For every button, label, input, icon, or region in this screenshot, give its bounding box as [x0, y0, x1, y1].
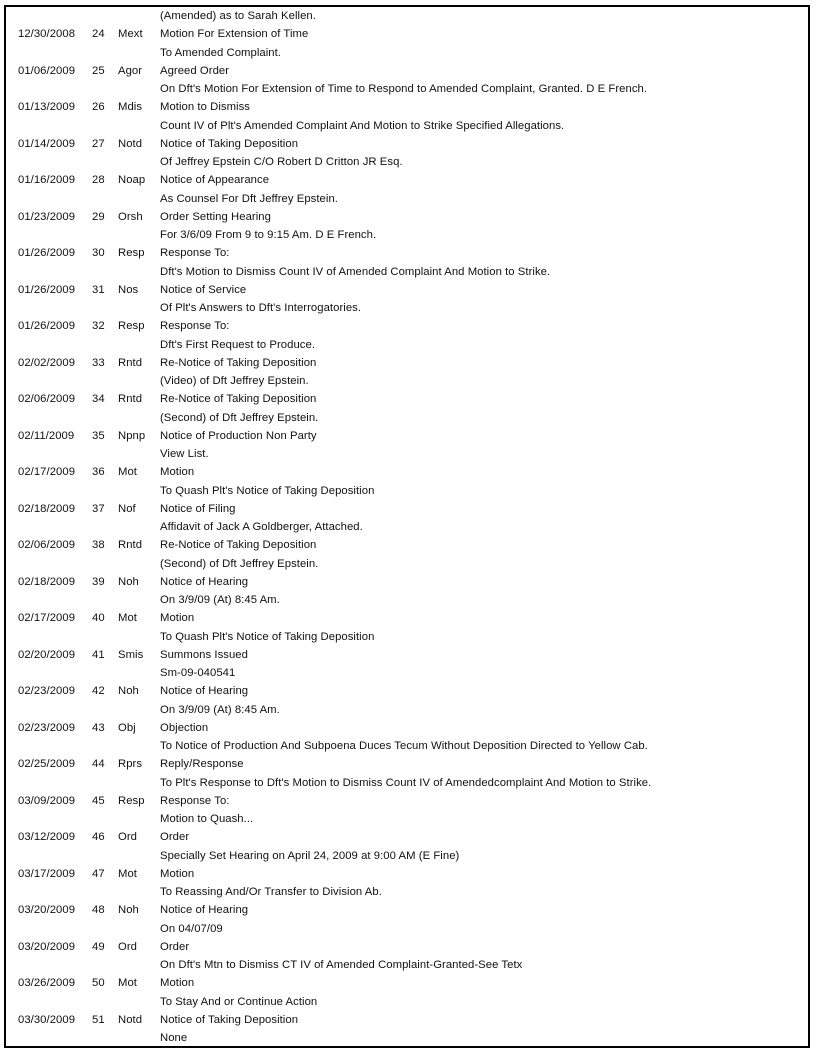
entry-date: 03/09/2009 [18, 794, 76, 807]
entry-header-line [6, 755, 810, 773]
entry-detail-line [6, 482, 810, 500]
entry-detail: On 04/07/09 [160, 922, 223, 935]
entry-header-line [6, 390, 810, 408]
entry-detail-line [6, 409, 810, 427]
entry-header-line [6, 62, 810, 80]
entry-number: 37 [92, 502, 105, 515]
entry-header-line [6, 427, 810, 445]
entry-detail-line [6, 628, 810, 646]
entry-header-line [6, 500, 810, 518]
entry-title: Notice of Production Non Party [160, 429, 317, 442]
entry-header-line [6, 901, 810, 919]
entry-date: 03/20/2009 [18, 940, 76, 953]
docket-entry [6, 463, 810, 500]
entry-code: Rntd [118, 539, 143, 552]
entry-title: Order Setting Hearing [160, 210, 271, 223]
entry-number: 25 [92, 64, 105, 77]
entry-code: Mot [118, 612, 137, 625]
entry-header-line [6, 536, 810, 554]
entry-title: Response To: [160, 794, 230, 807]
entry-date: 02/06/2009 [18, 539, 76, 552]
entry-date: 02/23/2009 [18, 721, 76, 734]
docket-entry [6, 171, 810, 208]
entry-number: 28 [92, 174, 105, 187]
entry-title: Summons Issued [160, 648, 248, 661]
entry-header-line [6, 938, 810, 956]
entry-header-line [6, 719, 810, 737]
entry-title: Re-Notice of Taking Deposition [160, 393, 317, 406]
continued-detail-line [6, 7, 810, 25]
entry-detail: On Dft's Mtn to Dismiss CT IV of Amended Complaint-Granted-See Tetx [160, 959, 523, 971]
docket-entry [6, 609, 810, 646]
entry-code: Resp [118, 794, 145, 807]
entry-detail-line [6, 810, 810, 828]
entry-detail: On 3/9/09 (At) 8:45 Am. [160, 594, 280, 606]
entry-title: Notice of Hearing [160, 904, 249, 917]
entry-date: 02/06/2009 [18, 393, 76, 406]
entry-detail-line [6, 555, 810, 573]
entry-number: 26 [92, 101, 105, 114]
entry-code: Rntd [118, 393, 143, 406]
entry-number: 31 [92, 283, 105, 296]
entry-number: 30 [92, 247, 105, 260]
entry-header-line [6, 463, 810, 481]
entry-detail-line [6, 591, 810, 609]
continued-detail: (Amended) as to Sarah Kellen. [160, 10, 316, 22]
entry-code: Resp [118, 320, 145, 333]
entry-detail: To Amended Complaint. [160, 46, 281, 59]
entry-detail: To Stay And or Continue Action [160, 995, 318, 1008]
docket-entry [6, 390, 810, 427]
docket-entry [6, 1011, 810, 1048]
entry-code: Mot [118, 977, 137, 990]
entry-number: 40 [92, 612, 105, 625]
entry-detail: Of Jeffrey Epstein C/O Robert D Critton JR Esq. [160, 156, 403, 168]
entry-detail-line [6, 44, 810, 62]
entry-detail-line [6, 153, 810, 171]
docket-entry [6, 500, 810, 537]
entry-detail-line [6, 920, 810, 938]
docket-entry [6, 317, 810, 354]
docket-frame [4, 5, 810, 1048]
entry-code: Ord [118, 831, 137, 844]
entry-detail-line [6, 518, 810, 536]
docket-entry [6, 427, 810, 464]
entry-number: 41 [92, 648, 105, 661]
entry-number: 38 [92, 539, 105, 552]
entry-date: 02/18/2009 [18, 575, 76, 588]
entry-detail-line [6, 80, 810, 98]
entry-number: 49 [92, 940, 105, 953]
entry-title: Response To: [160, 320, 230, 333]
entry-code: Nof [118, 502, 136, 515]
entry-detail: Sm-09-040541 [160, 667, 236, 679]
entry-title: Re-Notice of Taking Deposition [160, 356, 317, 369]
entry-title: Notice of Hearing [160, 575, 249, 588]
entry-date: 01/14/2009 [18, 137, 76, 150]
docket-entry [6, 98, 810, 135]
entry-detail-line [6, 774, 810, 792]
entry-title: Motion [160, 466, 195, 479]
entry-detail: Dft's Motion to Dismiss Count IV of Amended Complaint And Motion to Strike. [160, 265, 551, 278]
entry-detail: Dft's First Request to Produce. [160, 338, 316, 351]
entry-number: 42 [92, 685, 105, 698]
entry-header-line [6, 317, 810, 335]
entry-code: Notd [118, 137, 143, 150]
entry-number: 34 [92, 393, 105, 406]
entry-date: 03/12/2009 [18, 831, 76, 844]
entry-header-line [6, 1011, 810, 1029]
docket-entry [6, 62, 810, 99]
docket-entry [6, 719, 810, 756]
docket-entry [6, 828, 810, 865]
entry-code: Noap [118, 174, 146, 187]
entry-number: 43 [92, 721, 105, 734]
entry-header-line [6, 828, 810, 846]
docket-entry [6, 244, 810, 281]
entry-detail-line [6, 263, 810, 281]
docket-entry [6, 281, 810, 318]
entry-detail: As Counsel For Dft Jeffrey Epstein. [160, 192, 338, 205]
entry-code: Npnp [118, 429, 146, 442]
docket-entry [6, 938, 810, 975]
entry-detail-line [6, 664, 810, 682]
entry-header-line [6, 135, 810, 153]
entry-date: 01/16/2009 [18, 174, 76, 187]
entry-detail: To Quash Plt's Notice of Taking Deposition [160, 484, 375, 497]
entry-number: 51 [92, 1013, 105, 1026]
entry-detail-line [6, 336, 810, 354]
entry-code: Noh [118, 685, 139, 698]
entry-detail: Affidavit of Jack A Goldberger, Attached. [160, 521, 363, 533]
entry-header-line [6, 171, 810, 189]
entry-detail-line [6, 372, 810, 390]
entry-detail: (Second) of Dft Jeffrey Epstein. [160, 557, 319, 570]
entry-code: Mot [118, 466, 137, 479]
entry-header-line [6, 792, 810, 810]
entry-detail-line [6, 190, 810, 208]
docket-entry [6, 901, 810, 938]
entry-number: 39 [92, 575, 105, 588]
entry-date: 02/17/2009 [18, 612, 76, 625]
entry-number: 44 [92, 758, 105, 771]
docket-entry [6, 755, 810, 792]
entry-number: 45 [92, 794, 105, 807]
entry-title: Notice of Service [160, 283, 247, 296]
entry-detail: None [160, 1032, 188, 1044]
entry-date: 01/13/2009 [18, 101, 76, 114]
entry-detail: For 3/6/09 From 9 to 9:15 Am. D E French. [160, 229, 377, 241]
entry-detail-line [6, 226, 810, 244]
entry-date: 02/18/2009 [18, 502, 76, 515]
entry-title: Response To: [160, 247, 230, 260]
entry-header-line [6, 208, 810, 226]
entry-number: 50 [92, 977, 105, 990]
entry-header-line [6, 25, 810, 43]
entry-detail: Count IV of Plt's Amended Complaint And Motion to Strike Specified Allegations. [160, 119, 565, 132]
entry-detail: On Dft's Motion For Extension of Time to Respond to Amended Complaint, Granted. D E French. [160, 83, 648, 95]
entry-code: Orsh [118, 210, 143, 223]
entry-code: Resp [118, 247, 145, 260]
entry-header-line [6, 646, 810, 664]
entry-header-line [6, 865, 810, 883]
entry-code: Notd [118, 1013, 143, 1026]
docket-entry [6, 573, 810, 610]
entry-header-line [6, 354, 810, 372]
entry-number: 32 [92, 320, 105, 333]
entry-detail: To Reassing And/Or Transfer to Division Ab. [160, 886, 382, 898]
entry-date: 01/26/2009 [18, 247, 76, 260]
entry-detail-line [6, 1029, 810, 1047]
entry-detail-line [6, 847, 810, 865]
entry-number: 35 [92, 429, 105, 442]
entry-detail: To Quash Plt's Notice of Taking Deposition [160, 630, 375, 643]
docket-entry [6, 25, 810, 62]
entry-detail: (Second) of Dft Jeffrey Epstein. [160, 411, 319, 424]
entry-detail-line [6, 299, 810, 317]
entry-number: 24 [92, 28, 105, 41]
entry-detail: Of Plt's Answers to Dft's Interrogatories. [160, 302, 362, 314]
entry-detail: On 3/9/09 (At) 8:45 Am. [160, 703, 280, 716]
entry-date: 12/30/2008 [18, 28, 76, 41]
entry-number: 29 [92, 210, 105, 223]
entry-header-line [6, 98, 810, 116]
entry-code: Obj [118, 721, 136, 734]
entry-detail: Specially Set Hearing on April 24, 2009 at 9:00 AM (E Fine) [160, 849, 460, 862]
entry-code: Mot [118, 867, 137, 880]
docket-entries [6, 25, 810, 1047]
entry-detail: To Plt's Response to Dft's Motion to Dismiss Count IV of Amendedcomplaint And Motion to Strike. [160, 776, 652, 789]
entry-code: Smis [118, 648, 144, 661]
entry-detail: Motion to Quash... [160, 813, 254, 825]
entry-date: 02/25/2009 [18, 758, 76, 771]
entry-header-line [6, 573, 810, 591]
entry-title: Notice of Taking Deposition [160, 1013, 299, 1026]
entry-title: Notice of Filing [160, 502, 236, 515]
docket-entry [6, 792, 810, 829]
entry-number: 48 [92, 904, 105, 917]
entry-title: Objection [160, 721, 209, 734]
entry-code: Ord [118, 940, 137, 953]
entry-title: Notice of Taking Deposition [160, 137, 299, 150]
entry-date: 02/23/2009 [18, 685, 76, 698]
entry-detail-line [6, 117, 810, 135]
docket-entry [6, 208, 810, 245]
entry-header-line [6, 281, 810, 299]
entry-code: Rprs [118, 758, 143, 771]
entry-title: Motion For Extension of Time [160, 28, 309, 41]
docket-entry [6, 135, 810, 172]
entry-code: Mdis [118, 101, 143, 114]
docket-entry [6, 646, 810, 683]
entry-detail: (Video) of Dft Jeffrey Epstein. [160, 375, 309, 387]
entry-title: Notice of Appearance [160, 174, 270, 187]
entry-code: Nos [118, 283, 139, 296]
entry-detail: To Notice of Production And Subpoena Duces Tecum Without Deposition Directed to Yellow Cab. [160, 740, 648, 752]
entry-header-line [6, 974, 810, 992]
docket-list [6, 7, 810, 1047]
entry-date: 02/11/2009 [18, 429, 75, 442]
entry-date: 02/20/2009 [18, 648, 76, 661]
entry-date: 01/23/2009 [18, 210, 76, 223]
entry-title: Motion [160, 977, 195, 990]
entry-title: Motion [160, 867, 195, 880]
docket-entry [6, 682, 810, 719]
entry-date: 03/20/2009 [18, 904, 76, 917]
entry-title: Order [160, 831, 190, 844]
entry-code: Agor [118, 64, 143, 77]
entry-number: 33 [92, 356, 105, 369]
entry-title: Re-Notice of Taking Deposition [160, 539, 317, 552]
entry-date: 03/30/2009 [18, 1013, 76, 1026]
entry-header-line [6, 682, 810, 700]
entry-title: Notice of Hearing [160, 685, 249, 698]
entry-detail: View List. [160, 448, 209, 460]
docket-entry [6, 865, 810, 902]
entry-date: 03/17/2009 [18, 867, 76, 880]
entry-detail-line [6, 883, 810, 901]
entry-title: Agreed Order [160, 64, 230, 77]
docket-entry [6, 354, 810, 391]
entry-number: 47 [92, 867, 105, 880]
entry-date: 01/26/2009 [18, 283, 76, 296]
entry-detail-line [6, 445, 810, 463]
entry-date: 01/06/2009 [18, 64, 76, 77]
entry-title: Motion to Dismiss [160, 101, 250, 114]
entry-code: Rntd [118, 356, 143, 369]
entry-code: Mext [118, 28, 143, 41]
entry-number: 36 [92, 466, 105, 479]
entry-detail-line [6, 956, 810, 974]
entry-date: 03/26/2009 [18, 977, 76, 990]
entry-title: Reply/Response [160, 758, 244, 771]
entry-detail-line [6, 993, 810, 1011]
entry-header-line [6, 609, 810, 627]
entry-date: 02/02/2009 [18, 356, 76, 369]
entry-date: 02/17/2009 [18, 466, 76, 479]
entry-date: 01/26/2009 [18, 320, 76, 333]
docket-entry [6, 536, 810, 573]
entry-detail-line [6, 701, 810, 719]
docket-entry [6, 974, 810, 1011]
entry-code: Noh [118, 904, 139, 917]
entry-code: Noh [118, 575, 139, 588]
entry-number: 27 [92, 137, 105, 150]
entry-detail-line [6, 737, 810, 755]
entry-number: 46 [92, 831, 105, 844]
entry-title: Order [160, 940, 190, 953]
entry-title: Motion [160, 612, 195, 625]
entry-header-line [6, 244, 810, 262]
